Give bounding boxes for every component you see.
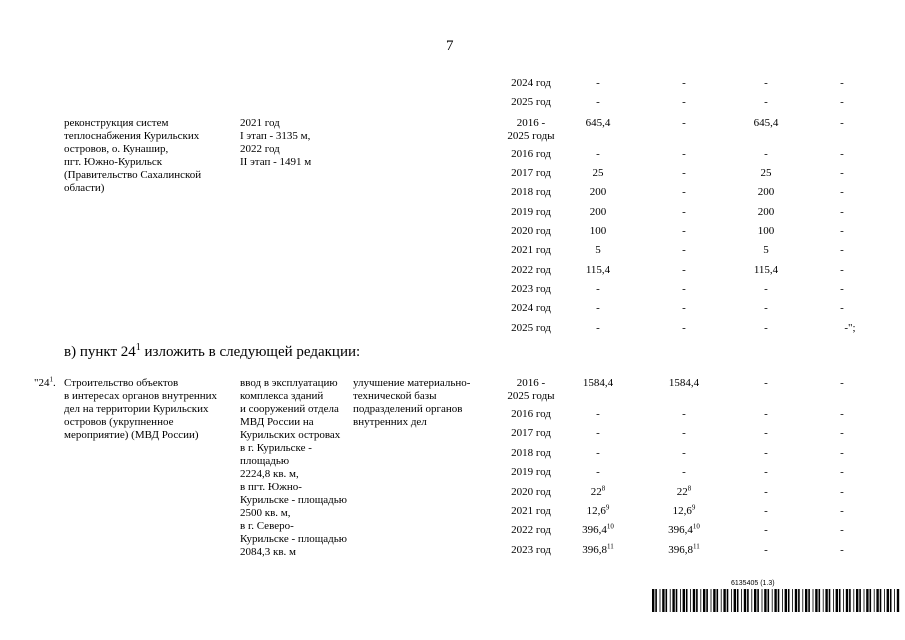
value-text: - — [596, 408, 600, 420]
value-text: - — [682, 466, 686, 478]
year-cell: 2019 год — [511, 206, 551, 218]
value-cell: - — [840, 302, 844, 314]
value-cell — [652, 505, 716, 517]
value-text: 12,6 — [672, 505, 692, 517]
barcode-bar — [754, 589, 756, 612]
barcode-bar — [666, 589, 668, 612]
barcode-bar — [683, 589, 685, 612]
barcode-bar — [734, 589, 736, 612]
text-line: 2224,8 кв. м, — [240, 468, 299, 480]
value-cell: - — [840, 96, 844, 108]
value-text: - — [682, 447, 686, 459]
text-line: комплекса зданий — [240, 390, 324, 402]
value-cell: 100 — [589, 225, 607, 237]
value-cell: - — [682, 225, 686, 237]
value-cell: 115,4 — [585, 264, 611, 276]
value-cell — [566, 408, 630, 420]
text-line: Строительство объектов — [64, 377, 179, 389]
year-cell: 2021 год — [511, 244, 551, 256]
value-cell: - — [682, 283, 686, 295]
barcode-bar — [859, 589, 861, 612]
barcode-bar — [884, 589, 885, 612]
barcode-bar — [764, 589, 766, 612]
value-cell: - — [764, 148, 768, 160]
barcode-bar — [795, 589, 797, 612]
value-cell: 200 — [589, 206, 607, 218]
barcode-bar — [853, 589, 854, 612]
text-line: пгт. Южно-Курильск — [64, 156, 163, 168]
text-line: I этап - 3135 м, — [240, 130, 311, 142]
barcode-bar — [819, 589, 821, 612]
barcode-bar — [887, 589, 889, 612]
text-line: 2022 год — [240, 143, 280, 155]
value-cell: - — [682, 206, 686, 218]
barcode-bar — [897, 589, 899, 612]
barcode-label: 6135405 (1.3) — [731, 580, 775, 587]
footnote-ref: 11 — [693, 542, 700, 551]
barcode-bar — [751, 589, 752, 612]
measure-stages — [240, 117, 311, 169]
text-line: ввод в эксплуатацию — [240, 377, 338, 389]
barcode-bar — [876, 589, 878, 612]
year-cell: 2018 год — [511, 447, 551, 459]
value-text: 12,6 — [586, 505, 606, 517]
text-line: II этап - 1491 м — [240, 156, 312, 168]
value-cell: 200 — [757, 206, 775, 218]
barcode-bar — [785, 589, 787, 612]
value-cell: 25 — [760, 167, 772, 179]
value-cell — [652, 466, 716, 478]
year-cell: 2018 год — [511, 186, 551, 198]
item-number — [34, 377, 56, 390]
value-cell: - — [596, 148, 600, 160]
value-cell: - — [840, 206, 844, 218]
value-cell: 5 — [763, 244, 769, 256]
text-line: и сооружений отдела — [240, 403, 339, 415]
year-cell: 2019 год — [511, 466, 551, 478]
value-cell: - — [764, 486, 768, 498]
text-line: мероприятие) (МВД России) — [64, 429, 199, 441]
barcode-bar — [655, 589, 657, 612]
barcode-bar — [815, 589, 817, 612]
value-cell: - — [840, 225, 844, 237]
value-cell: -"; — [844, 322, 856, 334]
total-value: 1584,4 — [582, 377, 614, 389]
total-value: 1584,4 — [668, 377, 700, 389]
year-cell: 2016 год — [511, 408, 551, 420]
year-cell: 2022 год — [511, 264, 551, 276]
barcode-bar — [660, 589, 661, 612]
value-cell: - — [764, 302, 768, 314]
value-text: - — [682, 427, 686, 439]
item-number-text: "24 — [34, 377, 50, 389]
barcode-bar — [894, 589, 895, 612]
value-cell: - — [840, 466, 844, 478]
value-cell — [652, 427, 716, 439]
footnote-ref: 9 — [605, 503, 610, 512]
value-cell: - — [682, 77, 686, 89]
value-cell — [566, 427, 630, 439]
year-cell: 2024 год — [511, 302, 551, 314]
text-line: области) — [64, 182, 105, 194]
total-value: 645,4 — [585, 117, 611, 129]
value-cell: 25 — [592, 167, 604, 179]
barcode-bar — [686, 589, 688, 612]
value-cell: - — [764, 466, 768, 478]
footnote-ref: 10 — [606, 522, 614, 531]
value-cell: - — [840, 486, 844, 498]
value-text: 396,4 — [668, 524, 693, 536]
barcode-bar — [713, 589, 715, 612]
value-cell — [566, 524, 630, 536]
value-text: 396,4 — [582, 524, 607, 536]
text-line: улучшение материально- — [353, 377, 471, 389]
barcode-bar — [672, 589, 674, 612]
barcode-bar — [890, 589, 892, 612]
value-cell: - — [840, 148, 844, 160]
value-cell: - — [840, 283, 844, 295]
barcode-bar — [870, 589, 872, 612]
year-cell: 2022 год — [511, 524, 551, 536]
barcode-bar — [880, 589, 882, 612]
value-cell: - — [682, 264, 686, 276]
heading-text: в) пункт 24 — [64, 344, 136, 360]
text-line: 2500 кв. м, — [240, 507, 291, 519]
value-cell: - — [840, 264, 844, 276]
barcode-bar — [721, 589, 722, 612]
barcode-bar — [823, 589, 824, 612]
value-text: 22 — [676, 486, 688, 498]
value-cell: - — [840, 244, 844, 256]
value-cell — [566, 447, 630, 459]
text-line: островов, о. Кунашир, — [64, 143, 169, 155]
value-cell — [566, 505, 630, 517]
barcode-bar — [652, 589, 654, 612]
text-line: 2021 год — [240, 117, 280, 129]
measure-name — [64, 117, 201, 195]
value-cell: - — [840, 186, 844, 198]
barcode-bar — [680, 589, 681, 612]
value-cell: - — [682, 186, 686, 198]
barcode-bar — [849, 589, 851, 612]
value-cell — [566, 466, 630, 478]
value-cell: - — [596, 302, 600, 314]
value-cell: - — [764, 544, 768, 556]
barcode-bar — [856, 589, 858, 612]
value-text: 396,8 — [668, 544, 693, 556]
year-cell: 2021 год — [511, 505, 551, 517]
text-line: подразделений органов — [353, 403, 463, 415]
value-cell: - — [764, 96, 768, 108]
value-cell: - — [682, 322, 686, 334]
barcode-bar — [744, 589, 746, 612]
value-cell: - — [764, 524, 768, 536]
value-cell — [652, 486, 716, 498]
barcode-bar — [836, 589, 838, 612]
barcode-bar — [700, 589, 701, 612]
value-cell: - — [840, 427, 844, 439]
barcode-bar — [768, 589, 770, 612]
barcode-bar — [825, 589, 827, 612]
value-cell: - — [682, 302, 686, 314]
value-cell — [566, 544, 630, 556]
year-cell: 2023 год — [511, 283, 551, 295]
value-cell: - — [682, 96, 686, 108]
total-period-line: 2016 - — [516, 377, 546, 389]
item-number-dot: . — [53, 377, 56, 389]
footnote-ref: 11 — [607, 542, 614, 551]
value-text: 22 — [590, 486, 602, 498]
value-cell: - — [840, 544, 844, 556]
barcode-bar — [690, 589, 691, 612]
barcode-bar — [846, 589, 848, 612]
page-number: 7 — [446, 38, 454, 54]
text-line: Курильских островах — [240, 429, 341, 441]
barcode-bar — [741, 589, 742, 612]
measure-name — [64, 377, 217, 442]
barcode-bar — [693, 589, 695, 612]
barcode-bar — [727, 589, 729, 612]
text-line: внутренних дел — [353, 416, 427, 428]
heading-text: изложить в следующей редакции: — [140, 344, 361, 360]
value-cell: - — [840, 167, 844, 179]
value-cell: - — [596, 96, 600, 108]
barcode-bar — [792, 589, 793, 612]
total-value: - — [840, 377, 844, 389]
total-period-line: 2025 годы — [507, 130, 555, 142]
barcode-bar — [778, 589, 780, 612]
item-number-superscript: 1 — [49, 375, 53, 384]
text-line: МВД России на — [240, 416, 314, 428]
value-cell — [652, 447, 716, 459]
text-line: островов (укрупненное — [64, 416, 174, 428]
value-cell: - — [682, 244, 686, 256]
barcode-bar — [762, 589, 763, 612]
barcode-bar — [864, 589, 865, 612]
text-line: в г. Северо- — [240, 520, 294, 532]
text-line: (Правительство Сахалинской — [64, 169, 202, 181]
barcode-bar — [866, 589, 868, 612]
barcode-bar — [723, 589, 725, 612]
barcode-bar — [703, 589, 705, 612]
value-cell — [652, 544, 716, 556]
text-line: Курильске - площадью — [240, 494, 347, 506]
value-cell: - — [764, 427, 768, 439]
value-cell: - — [764, 408, 768, 420]
value-cell: 200 — [589, 186, 607, 198]
footnote-ref: 9 — [691, 503, 696, 512]
value-cell: 200 — [757, 186, 775, 198]
year-cell: 2020 год — [511, 486, 551, 498]
barcode-bar — [737, 589, 739, 612]
total-period — [496, 117, 566, 143]
total-value: 645,4 — [753, 117, 779, 129]
value-cell: 5 — [595, 244, 601, 256]
value-cell: - — [596, 77, 600, 89]
barcode-bar — [788, 589, 790, 612]
text-line: 2084,3 кв. м — [240, 546, 296, 558]
barcode-bar — [798, 589, 800, 612]
barcode-bar — [706, 589, 708, 612]
value-cell — [652, 408, 716, 420]
barcode-bar — [802, 589, 803, 612]
footnote-ref: 8 — [687, 484, 692, 493]
value-cell: - — [682, 167, 686, 179]
measure-stages — [240, 377, 347, 559]
text-line: реконструкция систем — [64, 117, 169, 129]
value-cell: - — [764, 447, 768, 459]
total-period — [496, 377, 566, 403]
value-text: - — [682, 408, 686, 420]
total-value: - — [682, 117, 686, 129]
value-cell: - — [596, 283, 600, 295]
text-line: в г. Курильске - — [240, 442, 312, 454]
barcode-bar — [782, 589, 783, 612]
text-line: дел на территории Курильских — [64, 403, 209, 415]
year-cell: 2017 год — [511, 427, 551, 439]
barcode-bar — [662, 589, 664, 612]
total-value: - — [764, 377, 768, 389]
barcode-bar — [711, 589, 712, 612]
measure-purpose — [353, 377, 470, 429]
value-cell: - — [764, 505, 768, 517]
value-cell: 100 — [757, 225, 775, 237]
barcode-bar — [874, 589, 875, 612]
value-cell: - — [840, 524, 844, 536]
barcode-bar — [747, 589, 749, 612]
barcode-bar — [774, 589, 776, 612]
barcode-bar — [696, 589, 698, 612]
year-cell: 2020 год — [511, 225, 551, 237]
value-cell: - — [840, 447, 844, 459]
year-cell: 2017 год — [511, 167, 551, 179]
barcode-bar — [839, 589, 841, 612]
value-cell: - — [840, 77, 844, 89]
value-cell — [566, 486, 630, 498]
text-line: Курильске - площадью — [240, 533, 347, 545]
value-cell: - — [764, 77, 768, 89]
year-cell: 2016 год — [511, 148, 551, 160]
barcode-bar — [808, 589, 810, 612]
total-period-line: 2016 - — [516, 117, 546, 129]
total-period-line: 2025 годы — [507, 390, 555, 402]
barcode-bar — [829, 589, 831, 612]
barcode-bar — [670, 589, 671, 612]
barcode — [650, 589, 902, 612]
amendment-heading — [64, 344, 360, 361]
value-text: 396,8 — [582, 544, 607, 556]
heading-superscript: 1 — [135, 342, 141, 353]
value-cell: - — [840, 505, 844, 517]
value-text: - — [596, 427, 600, 439]
text-line: теплоснабжения Курильских — [64, 130, 200, 142]
text-line: в интересах органов внутренних — [64, 390, 218, 402]
barcode-bar — [813, 589, 814, 612]
barcode-bar — [833, 589, 834, 612]
barcode-bar — [676, 589, 678, 612]
value-cell: - — [596, 322, 600, 334]
barcode-bar — [772, 589, 773, 612]
year-cell: 2023 год — [511, 544, 551, 556]
value-cell: - — [764, 322, 768, 334]
barcode-bar — [843, 589, 844, 612]
text-line: технической базы — [353, 390, 437, 402]
year-cell: 2024 год — [511, 77, 551, 89]
value-cell — [652, 524, 716, 536]
text-line: в пгт. Южно- — [240, 481, 302, 493]
year-cell: 2025 год — [511, 322, 551, 334]
barcode-bar — [805, 589, 807, 612]
value-text: - — [596, 447, 600, 459]
value-cell: - — [764, 283, 768, 295]
value-cell: - — [840, 408, 844, 420]
barcode-bar — [731, 589, 732, 612]
value-cell: 115,4 — [753, 264, 779, 276]
year-cell: 2025 год — [511, 96, 551, 108]
barcode-bar — [757, 589, 759, 612]
value-cell: - — [682, 148, 686, 160]
footnote-ref: 10 — [692, 522, 700, 531]
barcode-bar — [717, 589, 719, 612]
footnote-ref: 8 — [601, 484, 606, 493]
value-text: - — [596, 466, 600, 478]
total-value: - — [840, 117, 844, 129]
text-line: площадью — [240, 455, 290, 467]
